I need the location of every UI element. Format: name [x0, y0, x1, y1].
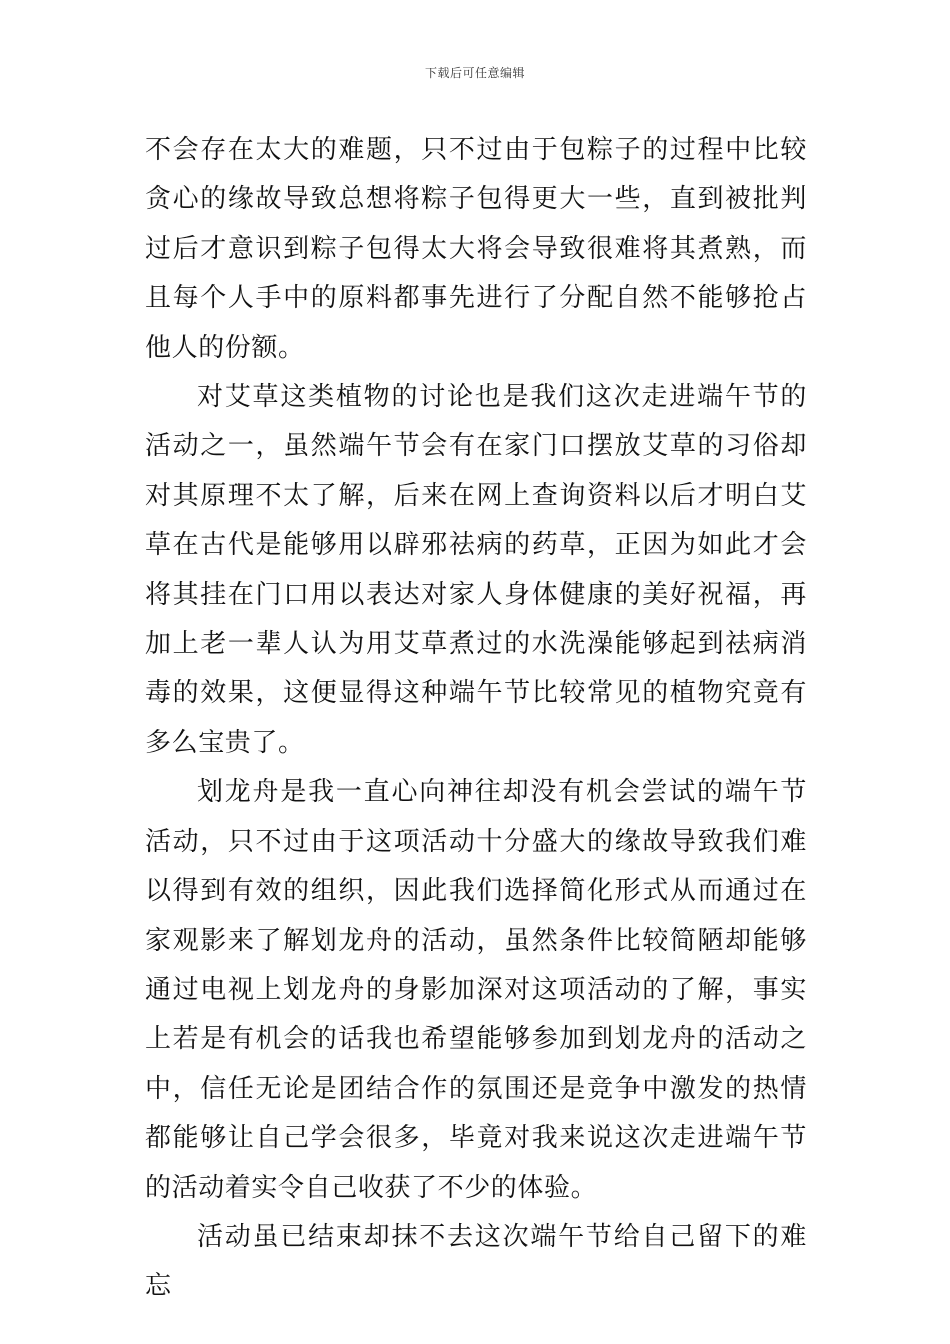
- paragraph-conclusion-start: 活动虽已结束却抹不去这次端午节给自己留下的难忘: [145, 1221, 807, 1302]
- document-body: [145, 126, 807, 1312]
- paragraph-continued: 不会存在太大的难题，只不过由于包粽子的过程中比较贪心的缘故导致总想将粽子包得更大一些，直到被批判过后才意识到粽子包得太大将会导致很难将其煮熟，而且每个人手中的原料都事先进行了分配自然不能够抢占他人的份额。: [145, 135, 807, 363]
- page-header-note: 下载后可任意编辑: [424, 66, 525, 80]
- paragraph-mugwort: 对艾草这类植物的讨论也是我们这次走进端午节的活动之一，虽然端午节会有在家门口摆放艾草的习俗却对其原理不太了解，后来在网上查询资料以后才明白艾草在古代是能够用以辟邪祛病的药草，正因为如此才会将其挂在门口用以表达对家人身体健康的美好祝福，再加上老一辈人认为用艾草煮过的水洗澡能够起到祛病消毒的效果，这便显得这种端午节比较常见的植物究竟有多么宝贵了。: [145, 382, 807, 758]
- paragraph-dragon-boat: 划龙舟是我一直心向神往却没有机会尝试的端午节活动，只不过由于这项活动十分盛大的缘故导致我们难以得到有效的组织，因此我们选择简化形式从而通过在家观影来了解划龙舟的活动，虽然条件比较简陋却能够通过电视上划龙舟的身影加深对这项活动的了解，事实上若是有机会的话我也希望能够参加到划龙舟的活动之中，信任无论是团结合作的氛围还是竞争中激发的热情都能够让自己学会很多，毕竟对我来说这次走进端午节的活动着实令自己收获了不少的体验。: [145, 777, 807, 1203]
